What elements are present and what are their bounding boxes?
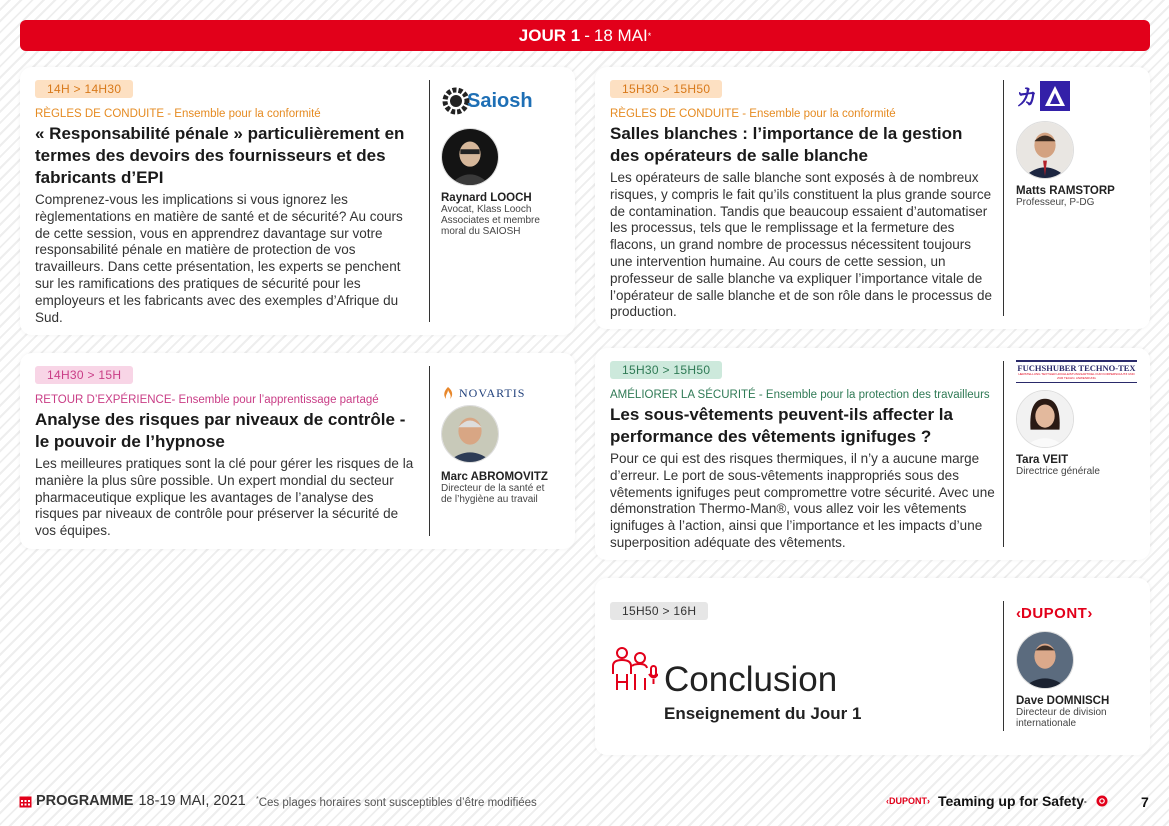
- speaker-role: Directeur de division internationale: [1016, 707, 1107, 729]
- card-divider: [429, 366, 430, 536]
- avatar: [441, 128, 499, 186]
- conclusion-card: [595, 578, 1150, 755]
- session-card-4: [595, 348, 1150, 560]
- session-description: Comprenez-vous les implications si vous ignorez les règlementations en matière de santé et de sécurité? Au cours de cette session, vous en apprendrez davantage sur votre responsabilité pénale en matière de protection de vos travailleurs. Dans cette présentation, les experts se penchent sur les ramifications des pratiques de sécurité pour les employeurs et les fabricants avec des exemples d’Afrique du Sud.: [35, 192, 403, 325]
- note-text: Ces plages horaires sont susceptibles d’être modifiées: [258, 796, 537, 809]
- session-time: 15H50 > 16H: [610, 602, 708, 620]
- dupont-logo: [1016, 602, 1141, 624]
- session-card-3: [595, 67, 1150, 329]
- card-divider: [1003, 361, 1004, 547]
- footer: [0, 790, 1169, 814]
- speaker-name: Raynard LOOCH: [441, 192, 532, 204]
- fuchshuber-subline: HERSTELLUNG TEXTILER HOCHLEISTUNGSARTIKEL FÜR KÖRPERSCHUTZ UND ZUR TECHN. ANWENDUNG: [1018, 373, 1135, 380]
- banner-mark: *: [647, 30, 652, 41]
- card-divider: [429, 80, 430, 322]
- avatar: [1016, 121, 1074, 179]
- session-card-2: [20, 353, 575, 549]
- calendar-icon: [19, 795, 32, 808]
- banner-day: JOUR 1: [518, 25, 581, 45]
- page-number: 7: [1141, 794, 1149, 810]
- program-title: PROGRAMME: [36, 793, 134, 809]
- flame-icon: [441, 386, 455, 400]
- session-category: RÈGLES DE CONDUITE - Ensemble pour la conformité: [610, 108, 896, 120]
- avatar: [1016, 631, 1074, 689]
- speaker-panel: [1016, 602, 1141, 729]
- speaker-role: Directrice générale: [1016, 466, 1100, 477]
- session-title: Salles blanches : l’importance de la gestion des opérateurs de salle blanche: [610, 124, 963, 165]
- fuchshuber-logo: [1016, 360, 1137, 383]
- session-category: RÈGLES DE CONDUITE - Ensemble pour la conformité: [35, 108, 321, 120]
- dupont-wordmark: DUPONT: [1021, 604, 1088, 622]
- saiosh-wordmark: Saiosh: [467, 89, 533, 112]
- session-description: Les meilleures pratiques sont la clé pour gérer les risques de la manière la plus sûre possible. Un expert mondial du secteur pharmaceutique explique les avantages de l’analyse des risques par niveaux de contrôle pour préserver la sécurité de vos équipes.: [35, 456, 414, 539]
- banner-date: 18 MAI: [593, 25, 648, 45]
- session-category: RETOUR D’EXPÉRIENCE- Ensemble pour l’apprentissage partagé: [35, 394, 379, 406]
- speaker-role: Directeur de la santé et de l’hygiène au travail: [441, 483, 545, 505]
- speaker-name: Tara VEIT: [1016, 454, 1069, 466]
- session-category: AMÉLIORER LA SÉCURITÉ - Ensemble pour la protection des travailleurs: [610, 389, 990, 401]
- footer-dupont-wordmark: DUPONT: [889, 796, 927, 806]
- speaker-panel: [441, 80, 566, 237]
- tagline-text: Teaming up for Safety: [938, 793, 1084, 809]
- session-description: Les opérateurs de salle blanche sont exposés à de nombreux risques, y compris le fait qu’ils constituent la plus grande source de contamination. Tandis que beaucoup essaient d’automatiser les processus, tels que le remplissage et la fermeture des flacons, un grand nombre de processus nécessitent toujours une intervention humaine. Au cours de cette session, un professeur de salle blanche va expliquer l’importance vitale de l’opérateur de salle blanche et de son rôle dans le processus de production.: [610, 170, 992, 320]
- speaker-name: Matts RAMSTORP: [1016, 185, 1115, 197]
- banner-separator: -: [584, 25, 590, 45]
- footer-dupont-logo: ‹DUPONT›: [886, 796, 930, 806]
- day-banner: [20, 20, 1150, 51]
- speaker-microphone-icon: [610, 644, 658, 692]
- logo-glyph: カ: [1016, 84, 1039, 110]
- session-time: 15H30 > 15H50: [610, 80, 722, 98]
- tagline: [886, 793, 1108, 809]
- speaker-panel: [441, 385, 566, 505]
- session-title: Analyse des risques par niveaux de contrôle - le pouvoir de l’hypnose: [35, 410, 406, 451]
- speaker-name: Marc ABROMOVITZ: [441, 471, 548, 483]
- fuchshuber-wordmark: FUCHSHUBER TECHNO-TEX: [1017, 363, 1136, 373]
- dupont-oval-left-icon: ‹: [1016, 604, 1021, 622]
- session-title: Les sous-vêtements peuvent-ils affecter la performance des vêtements ignifuges ?: [610, 405, 953, 446]
- dupont-oval-right-icon: ›: [1087, 604, 1093, 622]
- novartis-wordmark: NOVARTIS: [459, 385, 526, 400]
- session-time: 14H > 14H30: [35, 80, 133, 98]
- safety-badge-icon: [1096, 795, 1108, 807]
- saiosh-logo: [441, 80, 566, 122]
- avatar: [1016, 390, 1074, 448]
- program-label: [19, 793, 246, 809]
- footer-note: [256, 796, 537, 809]
- speaker-role: Avocat, Klass Looch Associates et membre moral du SAIOSH: [441, 204, 540, 237]
- conclusion-title: Conclusion: [664, 660, 838, 699]
- tagline-mark: -: [1083, 796, 1087, 806]
- session-time: 14H30 > 15H: [35, 366, 133, 384]
- session-card-1: [20, 67, 575, 335]
- card-divider: [1003, 601, 1004, 731]
- speaker-role: Professeur, P-DG: [1016, 197, 1095, 208]
- session-title: « Responsabilité pénale » particulièrement en termes des devoirs des fournisseurs et des fabricants d’EPI: [35, 124, 405, 187]
- card-divider: [1003, 80, 1004, 316]
- triangle-logo-icon: [1040, 81, 1070, 111]
- conclusion-subtitle: Enseignement du Jour 1: [664, 704, 862, 723]
- avatar: [441, 405, 499, 463]
- cleanroom-logo: [1016, 81, 1141, 111]
- note-mark: *: [256, 796, 259, 803]
- program-dates: 18-19 MAI, 2021: [138, 793, 246, 809]
- speaker-panel: [1016, 81, 1141, 208]
- session-description: Pour ce qui est des risques thermiques, il n’y a aucune marge d’erreur. Le port de sous-vêtements inappropriés sous des vêtements ignifuges peut compromettre votre sécurité. Avec une démonstration Thermo-Man®, vous allez voir les vêtements ignifuges à l’action, ainsi que l’importance et les impacts d’une superposition adéquate des vêtements.: [610, 451, 995, 550]
- speaker-panel: [1016, 360, 1141, 477]
- session-time: 15H30 > 15H50: [610, 361, 722, 379]
- speaker-name: Dave DOMNISCH: [1016, 695, 1110, 707]
- novartis-logo: [441, 385, 566, 401]
